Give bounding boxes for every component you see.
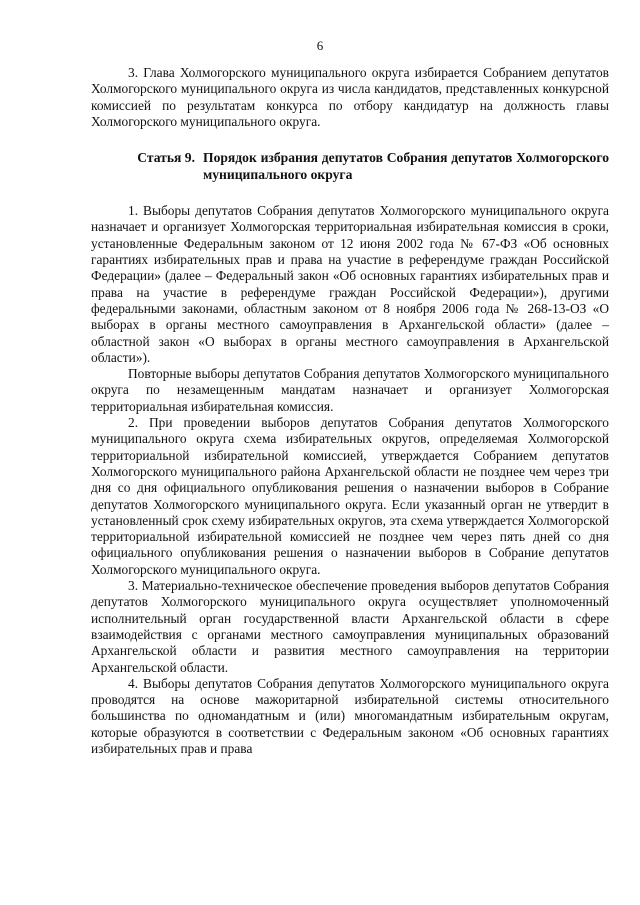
document-body [91, 65, 609, 757]
page-number: 6 [316, 38, 324, 53]
article-label: Статья 9. [137, 150, 195, 166]
paragraph-item-2: 2. При проведении выборов депутатов Собрания депутатов Холмогорского муниципального округа схема избирательных округов, определяемая Холмогорской территориальной избирательной комиссией, утверждается Собранием депутатов Холмогорского муниципального района Архангельской области не позднее чем через три дня со дня официального опубликования решения о назначении выборов в Собрание депутатов Холмогорского муниципального округа. Если указанный орган не утвердит в установленный срок схему избирательных округов, эта схема утверждается Холмогорской территориальной избирательной комиссией не позднее чем через пять дней со дня официального опубликования решения о назначении выборов в Собрание депутатов Холмогорского муниципального округа. [91, 415, 609, 577]
article-title: Порядок избрания депутатов Собрания депутатов Холмогорского муниципального округа [203, 150, 609, 182]
article-heading [91, 150, 609, 183]
paragraph-item-1: 1. Выборы депутатов Собрания депутатов Холмогорского муниципального округа назначает и организует Холмогорская территориальная избирательная комиссия в сроки, установленные Федеральным законом от 12 июня 2002 года № 67-ФЗ «Об основных гарантиях избирательных прав и права на участие в референдуме граждан Российской Федерации» (далее – Федеральный закон «Об основных гарантиях избирательных прав и права на участие в референдуме граждан Российской Федерации»), другими федеральными законами, областным законом от 8 ноября 2006 года № 268-13-ОЗ «О выборах в органы местного самоуправления в Архангельской области» (далее – областной закон «О выборах в органы местного самоуправления в Архангельской области»). [91, 203, 609, 365]
paragraph-item-4: 4. Выборы депутатов Собрания депутатов Холмогорского муниципального округа проводятся на основе мажоритарной избирательной системы относительного большинства по одномандатным и (или) многомандатным избирательным округам, которые образуются в соответствии с Федеральным законом «Об основных гарантиях избирательных прав и права [91, 675, 609, 756]
paragraph-repeat-elections: Повторные выборы депутатов Собрания депутатов Холмогорского муниципального округа по незамещенным мандатам назначает и организует Холмогорская территориальная избирательная комиссия. [91, 366, 609, 414]
paragraph-clause-3: 3. Глава Холмогорского муниципального округа избирается Собранием депутатов Холмогорского муниципального округа из числа кандидатов, представленных конкурсной комиссией по результатам конкурса по отбору кандидатур на должность главы Холмогорского муниципального округа. [91, 65, 609, 129]
paragraph-item-3: 3. Материально-техническое обеспечение проведения выборов депутатов Собрания депутатов Холмогорского муниципального округа осуществляет уполномоченный исполнительный орган государственной власти Архангельской области в сфере взаимодействия с органами местного самоуправления муниципальных образований Архангельской области и развития местного самоуправления на территории Архангельской области. [91, 578, 609, 675]
